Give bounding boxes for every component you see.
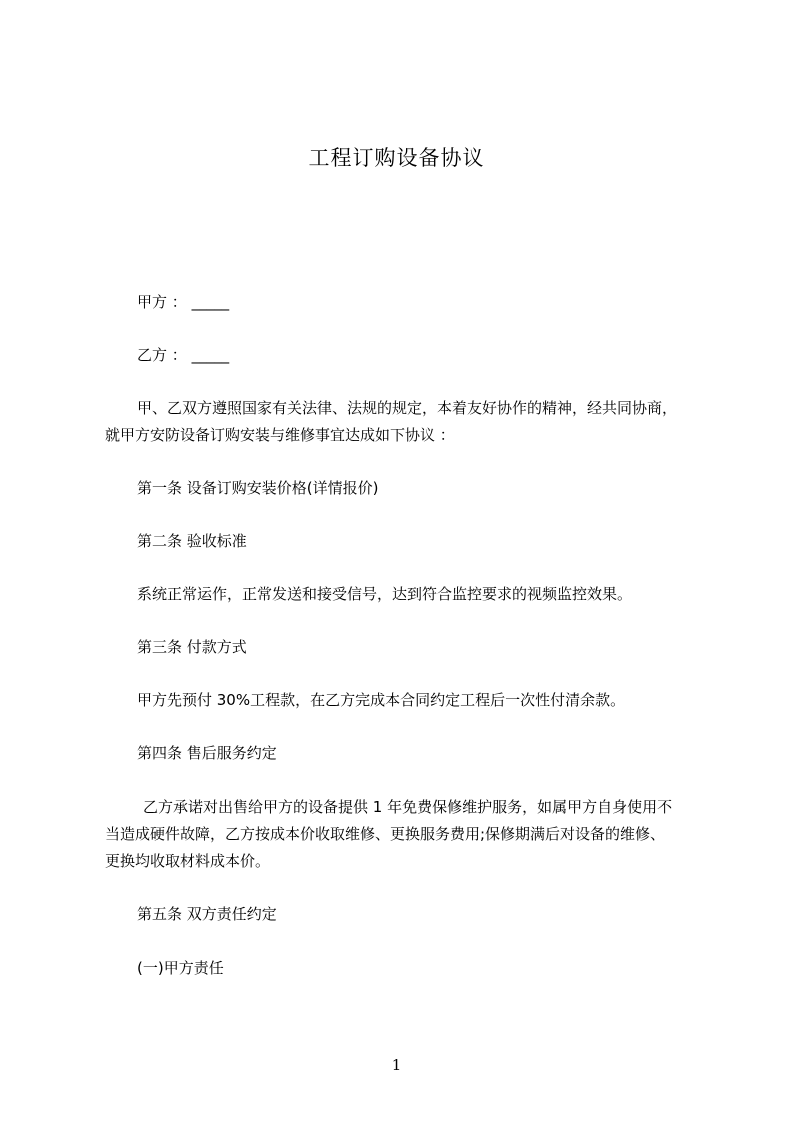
article-2-heading: 第二条 验收标准 <box>137 532 247 550</box>
article-3-heading: 第三条 付款方式 <box>137 638 247 656</box>
article-4-heading: 第四条 售后服务约定 <box>137 744 277 762</box>
page-number: 1 <box>391 1056 402 1074</box>
party-a-line <box>137 292 229 312</box>
party-b-value: _____ <box>191 346 230 364</box>
party-b-label: 乙方 ： <box>137 346 187 364</box>
article-3-text: 甲方先预付 30%工程款，在乙方完成本合同约定工程后一次性付清余款。 <box>137 691 626 709</box>
article-1-heading: 第一条 设备订购安装价格(详情报价) <box>137 479 379 497</box>
party-b-line <box>137 345 229 365</box>
party-a-value: _____ <box>191 293 230 311</box>
article-4-line-2: 当造成硬件故障，乙方按成本价收取维修、更换服务费用;保修期满后对设备的维修、 <box>105 825 666 843</box>
article-4-line-1: 乙方承诺对出售给甲方的设备提供 1 年免费保修维护服务，如属甲方自身使用不 <box>143 798 673 816</box>
page-title: 工程订购设备协议 <box>308 146 485 170</box>
article-2-text: 系统正常运作，正常发送和接受信号，达到符合监控要求的视频监控效果。 <box>137 585 633 603</box>
intro-line-2: 就甲方安防设备订购安装与维修事宜达成如下协议 ： <box>105 426 455 444</box>
article-4-line-3: 更换均收取材料成本价。 <box>105 852 271 870</box>
article-5-heading: 第五条 双方责任约定 <box>137 905 277 923</box>
party-a-label: 甲方 ： <box>137 293 187 311</box>
article-5-sub-1: (一)甲方责任 <box>137 959 224 977</box>
intro-line-1: 甲、乙双方遵照国家有关法律、法规的规定，本着友好协作的精神，经共同协商， <box>137 399 678 417</box>
